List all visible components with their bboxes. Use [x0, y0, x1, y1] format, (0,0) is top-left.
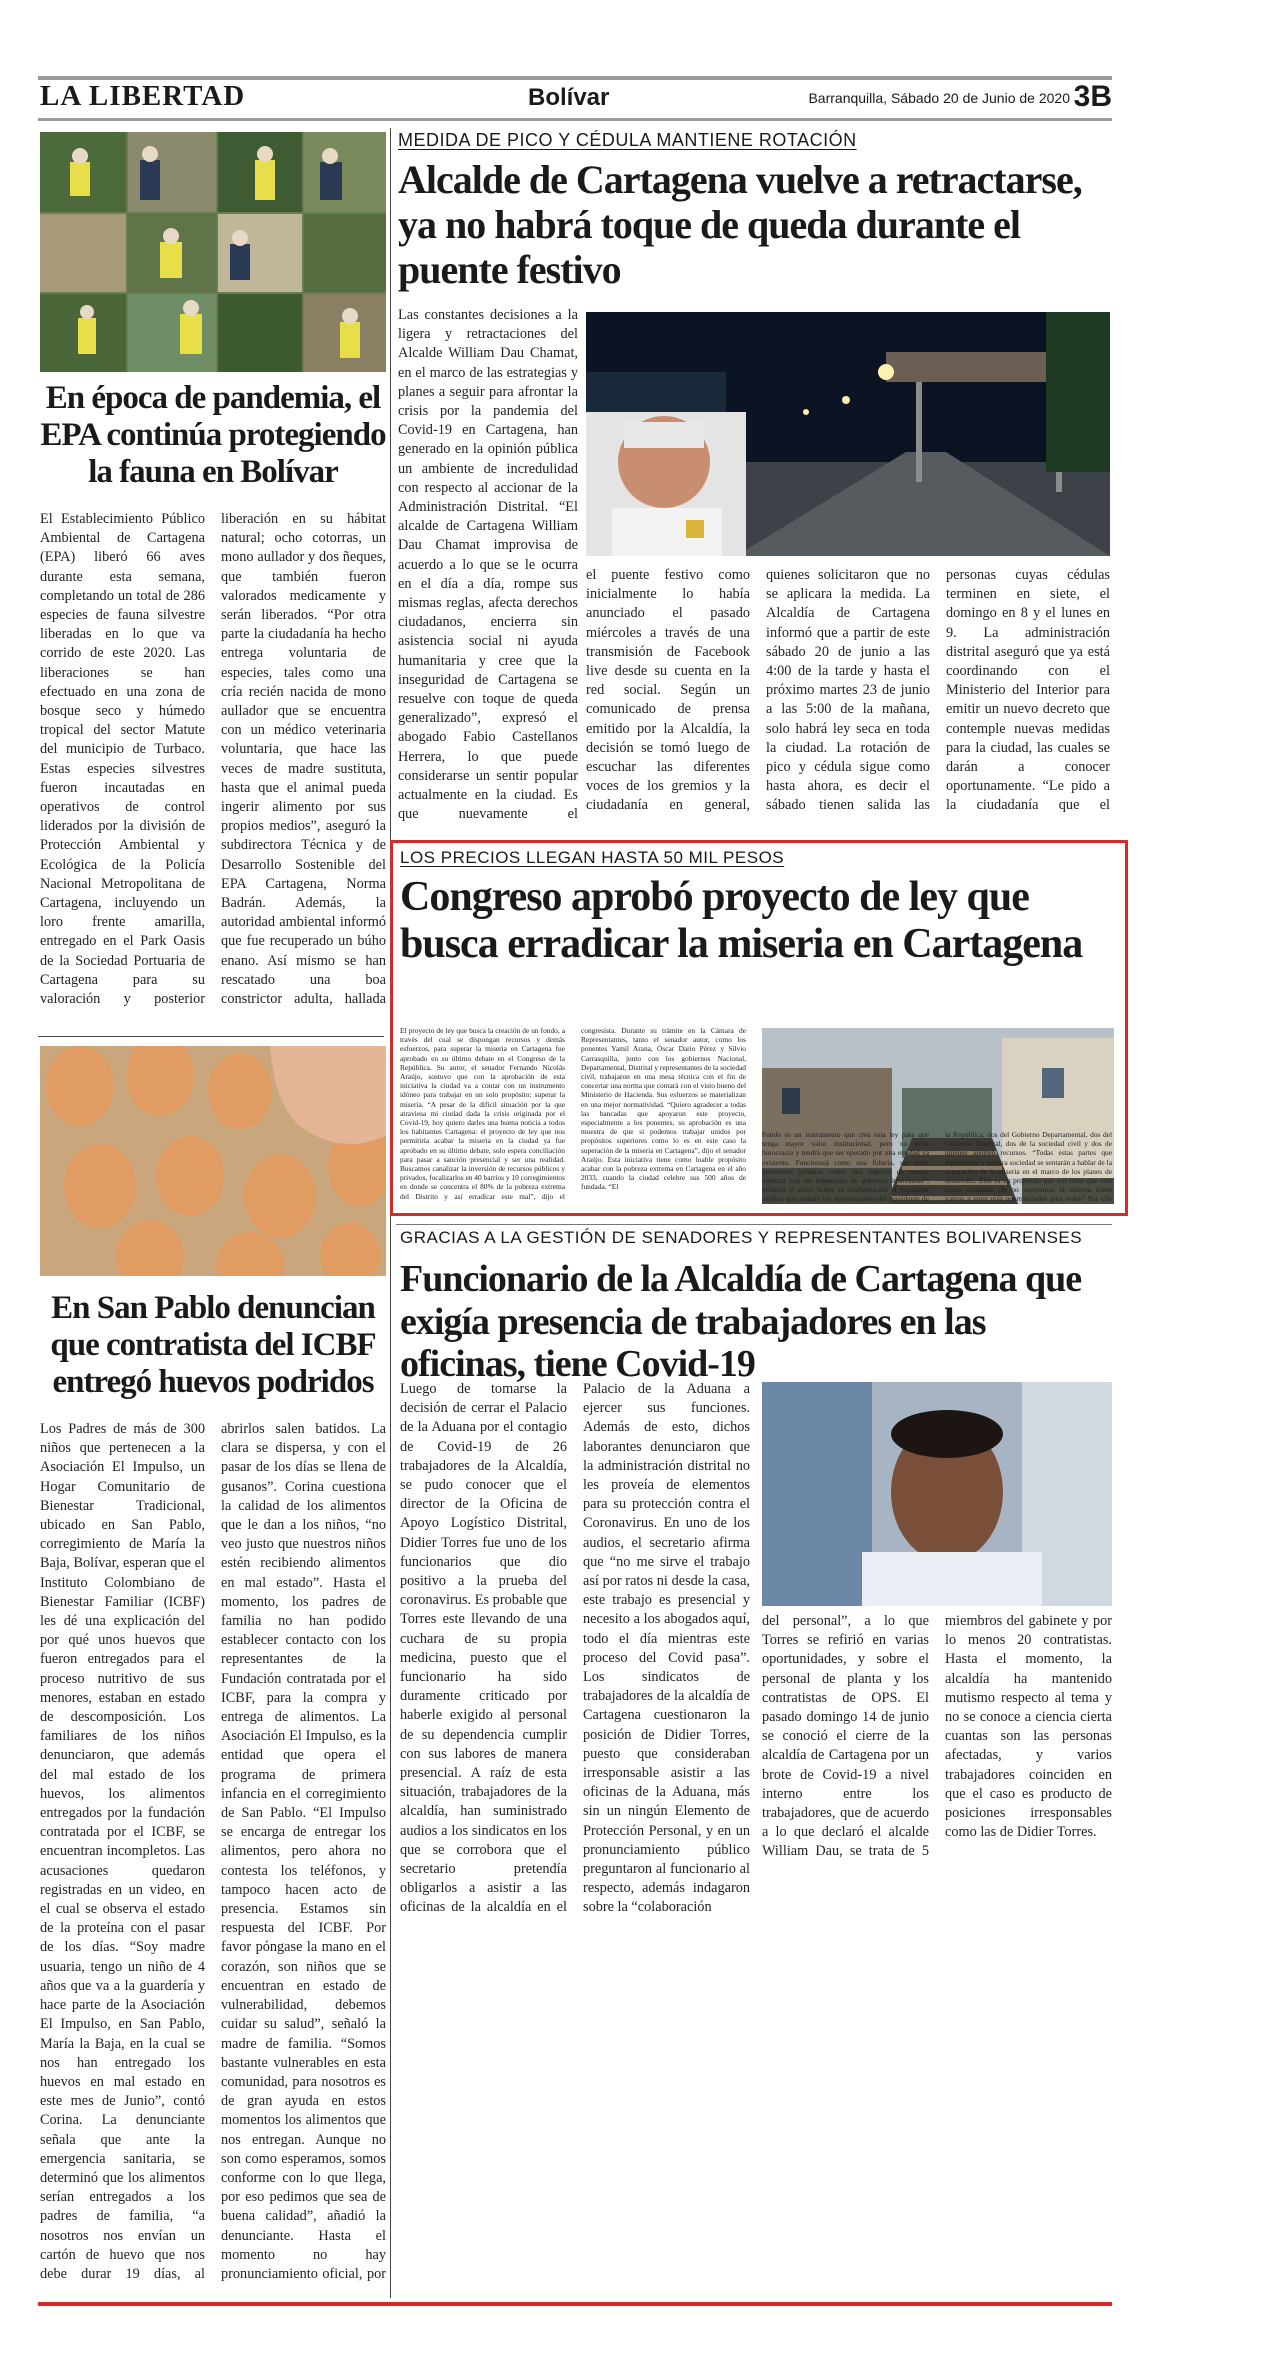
epa-photo-collage — [40, 132, 386, 372]
section-name: Bolívar — [528, 84, 610, 111]
epa-body: El Establecimiento Público Ambiental de Cartagena (EPA) liberó 66 aves durante esta semana, completando un total de 286 especies de fauna silvestre liberadas en lo que va corrido de este 2020. Las liberaciones se han efectuado en una zona de bosque seco y húmedo tropical del sector Matute del municipio de Turbaco. Estas especies silvestres fueron incautadas en operativos de control liderados por la división de Protección Ambiental y Ecológica de la Policía Nacional Metropolitana de Cartagena, incluyendo un loro frente amarilla, entregado en el Park Oasis de la Sociedad Portuaria de Cartagena para su valoración y posterior liberación en su hábitat natural; ocho cotorras, un mono aullador y dos ñeques, que también fueron valorados medicamente y serán liberados. “Por otra parte la ciudadanía ha hecho entrega voluntaria de especies, tales como una cría recién nacida de mono aullador que se encuentra con un médico veterinaria voluntaria, que hace las veces de madre sustituta, hasta que el animal pueda ingerir alimento por sus propios medios”, aseguró la subdirectora Técnica y de Desarrollo Sostenible del EPA Cartagena, Norma Badrán. Además, la autoridad ambiental informó que fue recuperado un búho enano. Así mismo se han rescatado una boa constrictor adulta, hallada — [40, 511, 386, 1008]
dateline: Barranquilla, Sábado 20 de Junio de 2020 — [808, 90, 1070, 106]
right-section-divider — [396, 1224, 1112, 1225]
congreso-body-right: Fondo es un instrumento que crea esta ley para que tenga mayor valor institucional, pero no tiene burocracia y tendrá que ser operado por una entidad ya existente. Funcionará como una fiducia, sin tener personería jurídica, como una especie de cuenta especial con un organismo de gobierno interesante”, enfatizó el autor. Sobre su conformación el legislador explicó que estarán los representantes del presidente de la República, dos del Gobierno Departamental, dos del Gobierno Distrital, dos de la sociedad civil y dos de quienes aporten recursos. “Todas estas partes que representan a nuestra sociedad se sentarán a hablar de la superación de la miseria en el marco de los planes de desarrollo. Este es un propósito que nos tiene que unir como sociedad. ¡Si no superamos la miseria cómo vamos a tener más oportunidades para todos? Por ello — [762, 1130, 1112, 1204]
congreso-kicker: LOS PRECIOS LLEGAN HASTA 50 MIL PESOS — [400, 848, 785, 867]
funcionario-kicker: GRACIAS A LA GESTIÓN DE SENADORES Y REPRESENTANTES BOLIVARENSES — [400, 1228, 1083, 1247]
epa-headline: En época de pandemia, el EPA continúa protegiendo la fauna en Bolívar — [40, 380, 386, 490]
funcionario-headline: Funcionario de la Alcaldía de Cartagena que exigía presencia de trabajadores en las oficinas, tiene Covid-19 — [400, 1258, 1082, 1386]
eggs-carton-image — [40, 1046, 386, 1276]
curfew-kicker: MEDIDA DE PICO Y CÉDULA MANTIENE ROTACIÓN — [398, 130, 857, 150]
huevos-headline: En San Pablo denuncian que contratista del ICBF entregó huevos podridos — [50, 1290, 376, 1400]
wildlife-release-image — [40, 132, 386, 372]
curfew-body-top: Las constantes decisiones a la ligera y retractaciones del Alcalde William Dau Chamat, en el marco de las estrategias y planes a seguir para afrontar la crisis por la pandemia del Covid-19 en Cartagena, han generado en la opinión pública un ambiente de incredulidad con respecto al accionar de la Administración Distrital. “El alcalde de Cartagena William Dau Chamat improvisa de acuerdo a lo que se le ocurra en el día a día, rompe sus mismas reglas, afecta derechos ciudadanos, encierra sin asistencia social ni ayuda humanitaria y cree que la inseguridad de Cartagena se resuelve con toque de queda generalizado”, expresó el abogado Fabio Castellanos Herrera, lo que puede considerarse un sentir popular actualmente en la ciudad. Es que nuevamente el — [398, 307, 578, 822]
funcionario-photo — [762, 1382, 1112, 1606]
page-header — [38, 82, 1112, 112]
curfew-photo — [586, 312, 1110, 556]
empty-street-night-image — [586, 312, 1110, 556]
left-section-divider — [38, 1036, 384, 1037]
curfew-body-bottom: el puente festivo como inicialmente lo había anunciado el pasado miércoles a través de una transmisión de Facebook live desde su cuenta en la red social. Según un comunicado de prensa emitido por la Alcaldía, la decisión se tomó luego de escuchar las diferentes voces de los gremios y la ciudadanía en general, quienes solicitaron que no se aplicara la medida. La Alcaldía de Cartagena informó que a partir de este sábado 20 de junio a las 4:00 de la tarde y hasta el próximo martes 23 de junio a las 5:00 de la mañana, solo habrá ley seca en toda la ciudad. La rotación de pico y cédula sigue como hasta ahora, es decir el sábado tienen salida las personas cuyas cédulas terminen en siete, el domingo en 8 y el lunes en 9. La administración distrital aseguró que ya está coordinando con el Ministerio del Interior para emitir un nuevo decreto que contemple nuevas medidas para la ciudad, las cuales se darán a conocer oportunamente. “Le pido a la ciudadanía que el — [586, 567, 1110, 814]
page-number: 3B — [1073, 80, 1112, 113]
huevos-body: Los Padres de más de 300 niños que pertenecen a la Asociación El Impulso, un Hogar Comunitario de Bienestar Tradicional, ubicado en San Pablo, corregimiento de María la Baja, Bolívar, esperan que el Instituto Colombiano de Bienestar Familiar (ICBF) les dé una explicación del por qué unos huevos que fueron entregados para el proceso nutritivo de sus menores, estaban en estado de descomposición. Los familiares de los niños denunciaron, que además del mal estado de los huevos, los alimentos entregados por la fundación contratada por el ICBF, se encuentran incompletos. Las acusaciones quedaron registradas en un video, en el cual se observa el estado de la proteína con el pasar de los días. “Soy madre usuaria, tengo un niño de 4 años que va a la guardería y hace parte de la Asociación El Impulso, en San Pablo, María la Baja, en la cual se nos han entregado los huevos en mal estado en este mes de Junio”, contó Corina. La denunciante señala que ante la emergencia sanitaria, se determinó que los alimentos serían entregados a los padres de familia, “a nosotros nos envían un cartón de huevo que nos debe durar 19 días, al abrirlos salen batidos. La clara se dispersa, y con el pasar de los días se llena de gusanos”. Corina cuestiona la calidad de los alimentos que le dan a los niños, “no veo justo que nuestros niños estén recibiendo alimentos en mal estado”. Hasta el momento, los padres de familia no han podido establecer contacto con los representantes de la Fundación contratada por el ICBF, para la compra y entrega de alimentos. La Asociación El Impulso, es la entidad que opera el programa de primera infancia en el corregimiento de San Pablo. “El Impulso se encarga de entregar los alimentos, pero ahora no contesta los teléfonos, y tampoco hacen acto de presencia. Estamos sin respuesta del ICBF. Por favor póngase la mano en el corazón, son niños que se encuentran en estado de vulnerabilidad, debemos cuidar su salud”, señaló la madre de familia. “Somos bastante vulnerables en esta comunidad, para nosotros es de gran ayuda en estos momentos los alimentos que nos entregan. Aunque no son como esperamos, somos conforme con lo que llega, por eso pedimos que sea de buena calidad”, añadió la denunciante. Hasta el momento no hay pronunciamiento oficial, por — [40, 1421, 386, 2282]
bottom-rule — [38, 2302, 1112, 2306]
congreso-body-left: El proyecto de ley que busca la creación de un fondo, a través del cual se dispongan recursos y demás esfuerzos, para superar la miseria en Cartagena fue aprobado en su último debate en el Congreso de la República. Su autor, el senador Fernando Nicolás Araújo, sostuvo que con la aprobación de esta iniciativa la ciudad va a contar con un instrumento idóneo para trabajar en un solo propósito: superar la miseria. “A pesar de la difícil situación por la que atraviesa mi ciudad dada la crisis originada por el Covid-19, hoy quiero darles una buena noticia a todos los habitantes Cartagena: el proyecto de ley que nos permitiría acabar la miseria en la ciudad ya fue aprobado en su último debate, solo espera conciliación para pasar a sanción presencial y ser una realidad. Buscamos canalizar la inversión de recursos públicos y privados, focalizarlos en 40 barrios y 10 corregimientos en donde se concentra el 80% de la pobreza extrema del Distrito y así erradicar este mal”, dijo el congresista. Durante su trámite en la Cámara de Representantes, tanto el senador autor, como los ponentes Yamil Arana, Óscar Darío Pérez y Silvio Carrasquilla, junto con los gobiernos Nacional, Departamental, Distrital y representantes de la sociedad civil, trabajaron en una mesa técnica con el fin de concertar una norma que contará con el visto bueno del Ministerio de Hacienda. Sus esfuerzos se materializan en una mejor normatividad. “Quiero agradecer a todas las bancadas que apoyaron este proyecto, especialmente a los ponentes, su aprobación es una muestra de que si podemos trabajar unidos por propósitos superiores como lo es en este caso la superación de la miseria en Cartagena”, dijo el senador Araújo. Esta iniciativa tiene como loable propósito acabar con la pobreza extrema en Cartagena en el año 2033, cuando la ciudad celebre sus 500 años de fundada. “El — [400, 1026, 746, 1201]
funcionario-body-top: Luego de tomarse la decisión de cerrar el Palacio de la Aduana por el contagio de Covid-19 de 26 trabajadores de la Alcaldía, se pudo conocer que el director de la Oficina de Apoyo Logístico Distrital, Didier Torres fue uno de los funcionarios que dio positivo a la prueba del coronavirus. Es probable que Torres este llevando de una cuchara de su propia medicina, puesto que el funcionario ha sido duramente criticado por haberle exigido al personal de su dependencia cumplir con sus labores de manera presencial. A raíz de esta situación, trabajadores de la alcaldía, han suministrado audios a los sindicatos en los que se corrobora que el secretario pretendía obligarlos a asistir a las oficinas de la alcaldía en el Palacio de la Aduana a ejercer sus funciones. Además de esto, dichos laborantes denunciaron que la administración distrital no les proveía de elementos para su protección contra el Coronavirus. En uno de los audios, el secretario afirma que “no me sirve el trabajo así por ratos ni desde la casa, este trabajo es presencial y necesito a los abogados aquí, todo el día mientras este proceso del Covid pasa”. Los sindicatos de trabajadores de la alcaldía de Cartagena cuestionaron la posición de Didier Torres, puesto que consideraban irresponsable asistir a las oficinas de la Aduana, más sin un ningún Elemento de Protección Personal, y en un pronunciamiento público preguntaron al funcionario al respecto, además indagaron sobre la “colaboración — [400, 1381, 750, 1916]
funcionario-body-bottom: del personal”, a lo que Torres se refirió en varias oportunidades, y sobre el personal de planta y los contratistas de OPS. El pasado domingo 14 de junio se conoció el cierre de la alcaldía de Cartagena por un brote de Covid-19 a nivel interno entre los trabajadores, que de acuerdo a lo que declaró el alcalde William Dau, se trata de 5 miembros del gabinete y por lo menos 20 contratistas. Hasta el momento, la alcaldía ha mantenido mutismo respecto al tema y no se conoce a ciencia cierta cuantas son las personas afectadas, y varios trabajadores coinciden en que el caso es producto de posiciones irresponsables como las de Didier Torres. — [762, 1613, 1112, 1860]
masthead: LA LIBERTAD — [40, 80, 246, 112]
curfew-headline: Alcalde de Cartagena vuelve a retractarse, ya no habrá toque de queda durante el puente festivo — [398, 157, 1082, 292]
congreso-headline: Congreso aprobó proyecto de ley que busca erradicar la miseria en Cartagena — [400, 874, 1083, 968]
header-rule — [38, 118, 1112, 121]
official-portrait-image — [762, 1382, 1112, 1606]
eggs-photo — [40, 1046, 386, 1276]
